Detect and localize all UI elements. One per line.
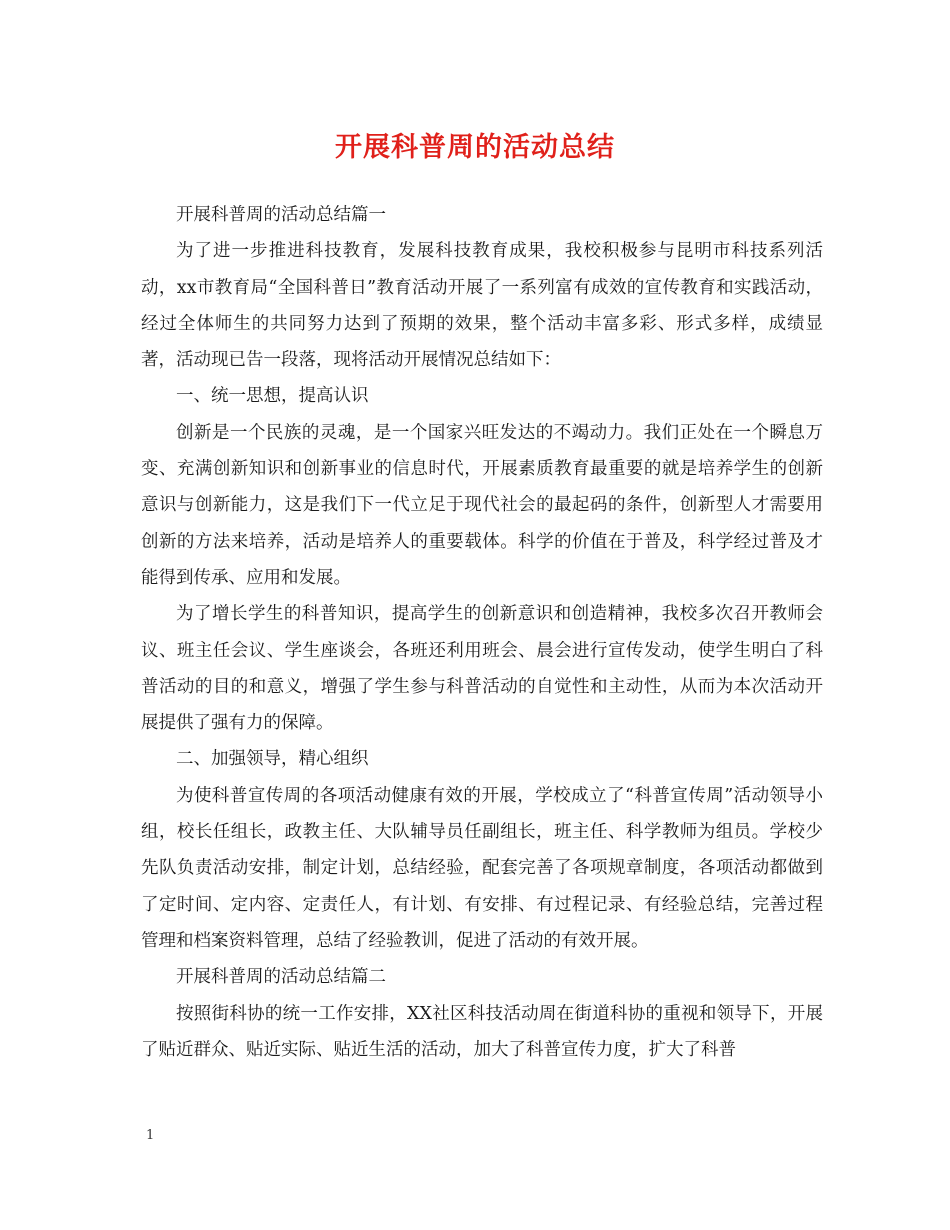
section-heading-part-two: 开展科普周的活动总结篇二 [176,967,386,988]
subheading-strengthen-leadership: 二、加强领导，精心组织 [176,749,369,770]
subheading-unify-thinking: 一、统一思想，提高认识 [176,386,369,407]
paragraph: 按照街科协的统一工作安排，XX社区科技活动周在街道科协的重视和领导下，开展了贴近群众、贴近实际、贴近生活的活动，加大了科普宣传力度，扩大了科普 [141,1003,823,1060]
document-body [141,197,823,1068]
document-title: 开展科普周的活动总结 [335,132,615,163]
paragraph: 为使科普宣传周的各项活动健康有效的开展，学校成立了“科普宣传周”活动领导小组，校长任组长，政教主任、大队辅导员任副组长，班主任、科学教师为组员。学校少先队负责活动安排，制定计划，总结经验，配套完善了各项规章制度，各项活动都做到了定时间、定内容、定责任人，有计划、有安排、有过程记录、有经验总结，完善过程管理和档案资料管理，总结了经验教训，促进了活动的有效开展。 [141,785,823,951]
paragraph: 创新是一个民族的灵魂，是一个国家兴旺发达的不竭动力。我们正处在一个瞬息万变、充满创新知识和创新事业的信息时代，开展素质教育最重要的就是培养学生的创新意识与创新能力，这是我们下一代立足于现代社会的最起码的条件，创新型人才需要用创新的方法来培养，活动是培养人的重要载体。科学的价值在于普及，科学经过普及才能得到传承、应用和发展。 [141,422,823,588]
paragraph: 为了增长学生的科普知识，提高学生的创新意识和创造精神，我校多次召开教师会议、班主任会议、学生座谈会，各班还利用班会、晨会进行宣传发动，使学生明白了科普活动的目的和意义，增强了学生参与科普活动的自觉性和主动性，从而为本次活动开展提供了强有力的保障。 [141,604,823,734]
section-heading-part-one: 开展科普周的活动总结篇一 [176,205,386,225]
page-number: 1 [146,1128,155,1143]
paragraph: 为了进一步推进科技教育，发展科技教育成果，我校积极参与昆明市科技系列活动，xx市教育局“全国科普日”教育活动开展了一系列富有成效的宣传教育和实践活动，经过全体师生的共同努力达到了预期的效果，整个活动丰富多彩、形式多样，成绩显著，活动现已告一段落，现将活动开展情况总结如下： [141,241,823,371]
